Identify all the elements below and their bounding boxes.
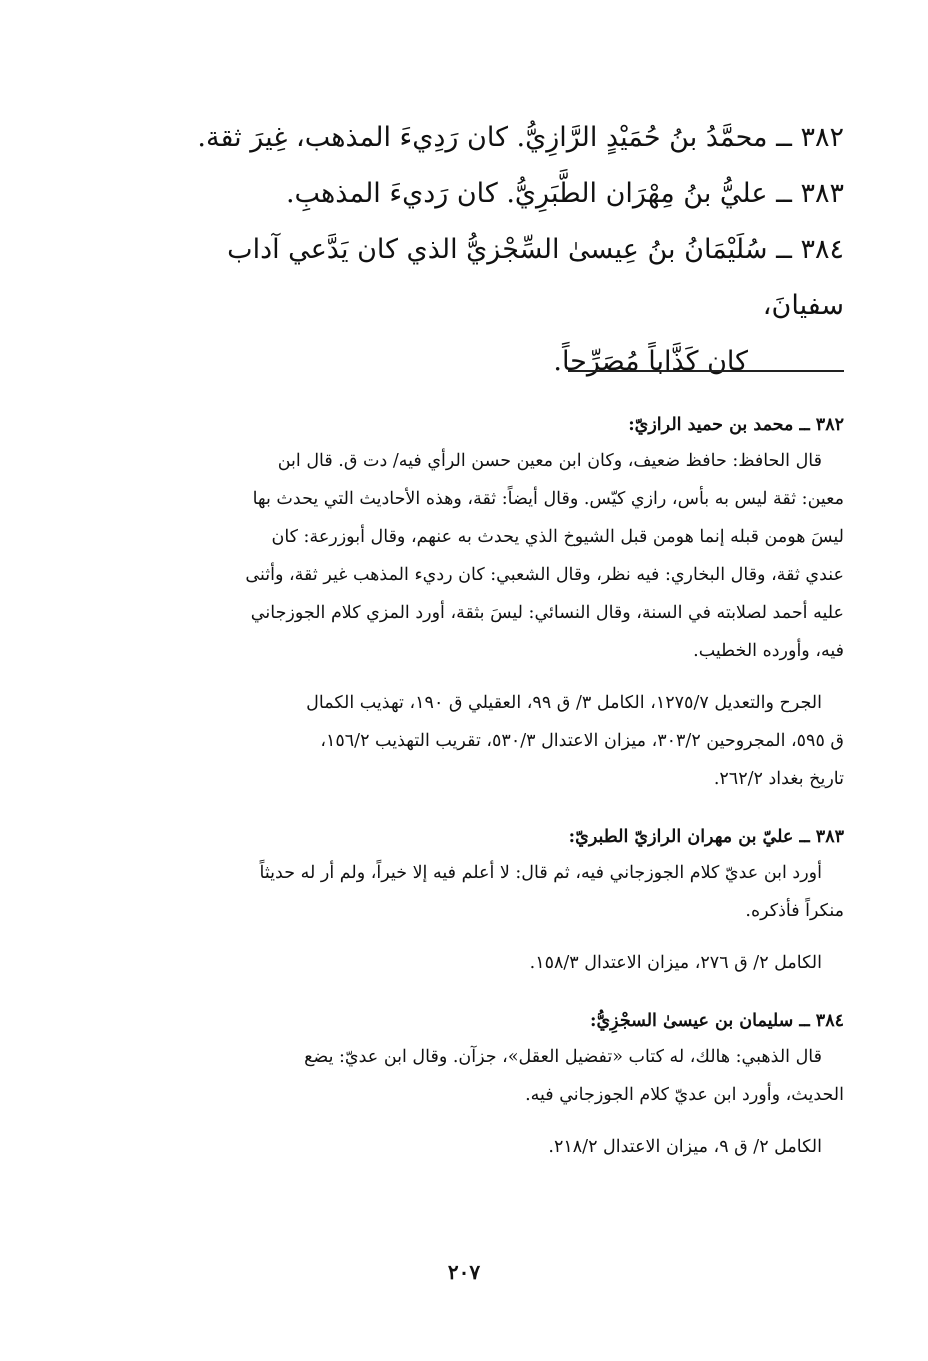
footnote-line: فيه، وأورده الخطيب. bbox=[693, 641, 844, 661]
main-entry-text: ٣٨٣ ــ عليُّ بنُ مِهْرَان الطَّبَرِيُّ. كان رَديءَ المذهبِ. bbox=[285, 178, 844, 209]
reference-line: الجرح والتعديل ١٢٧٥/٧، الكامل ٣/ ق ٩٩، العقيلي ق ١٩٠، تهذيب الكمال bbox=[306, 693, 822, 713]
main-entry-383 bbox=[140, 166, 844, 222]
page-number: ٢٠٧ bbox=[447, 1260, 481, 1284]
reference-line: تاريخ بغداد ٢٦٢/٢. bbox=[713, 769, 844, 789]
footnote-line: قال الحافظ: حافظ ضعيف، وكان ابن معين حسن الرأي فيه/ دت ق. قال ابن bbox=[277, 451, 822, 471]
footnote-line: منكراً فأذكره. bbox=[745, 901, 844, 921]
footnote-line: أورد ابن عديّ كلام الجوزجاني فيه، ثم قال: لا أعلم فيه إلا خيراً، ولم أر له حديثاً bbox=[259, 863, 822, 883]
footnote-references bbox=[140, 944, 844, 982]
footnote-heading: ٣٨٤ ــ سليمان بن عيسىٰ السجْزِيُّ: bbox=[590, 1011, 844, 1031]
footnote-line: ليسَ هومن قبله إنما هومن قبل الشيوخ الذي يحدث به عنهم، وقال أبوزرعة: كان bbox=[271, 527, 844, 547]
reference-line: الكامل ٢/ ق ٩، ميزان الاعتدال ٢١٨/٢. bbox=[548, 1137, 822, 1157]
footnote-body bbox=[140, 1038, 844, 1114]
reference-line: ق ٥٩٥، المجروحين ٣٠٣/٢، ميزان الاعتدال ٥٣٠/٣، تقريب التهذيب ١٥٦/٢، bbox=[320, 731, 844, 751]
footnote-382 bbox=[140, 408, 844, 798]
reference-line: الكامل ٢/ ق ٢٧٦، ميزان الاعتدال ١٥٨/٣. bbox=[529, 953, 822, 973]
footnote-body bbox=[140, 854, 844, 930]
main-entry-384 bbox=[140, 222, 844, 390]
main-entry-text: ٣٨٤ ــ سُلَيْمَانُ بنُ عِيسىٰ السِّجْزيُّ الذي كان يَدَّعي آداب سفيانَ، bbox=[227, 234, 844, 321]
footnote-heading: ٣٨٢ ــ محمد بن حميد الرازيّ: bbox=[628, 415, 844, 435]
footnotes bbox=[140, 408, 844, 1166]
footnote-line: معين: ثقة ليس به بأس، رازي كيّس. وقال أيضاً: ثقة، وهذه الأحاديث التي يحدث بها bbox=[252, 489, 844, 509]
footnote-references bbox=[140, 1128, 844, 1166]
footnote-heading: ٣٨٣ ــ عليّ بن مهران الرازيّ الطبريّ: bbox=[568, 827, 844, 847]
footnote-references bbox=[140, 684, 844, 798]
main-entry-text: ٣٨٢ ــ محمَّدُ بنُ حُمَيْدٍ الرَّازِيُّ. كان رَدِيءَ المذهب، غِيرَ ثقة. bbox=[197, 122, 844, 153]
footnote-separator bbox=[568, 370, 844, 372]
footnote-line: الحديث، وأورد ابن عديّ كلام الجوزجاني فيه. bbox=[525, 1085, 844, 1105]
footnote-384 bbox=[140, 1004, 844, 1166]
main-entry-continuation: كان كَذَّاباً مُصَرِّحاً. bbox=[553, 346, 748, 377]
footnote-line: عليه أحمد لصلابته في السنة، وقال النسائي: ليسَ بثقة، أورد المزي كلام الجوزجاني bbox=[250, 603, 844, 623]
footnote-line: قال الذهبي: هالك، له كتاب «تفضيل العقل»، جزآن. وقال ابن عديّ: يضع bbox=[304, 1047, 822, 1067]
footnote-383 bbox=[140, 820, 844, 982]
footnote-body bbox=[140, 442, 844, 670]
main-entry-382 bbox=[140, 110, 844, 166]
main-text bbox=[140, 110, 844, 390]
footnote-line: عندي ثقة، وقال البخاري: فيه نظر، وقال الشعبي: كان رديء المذهب غير ثقة، وأثنى bbox=[245, 565, 844, 585]
